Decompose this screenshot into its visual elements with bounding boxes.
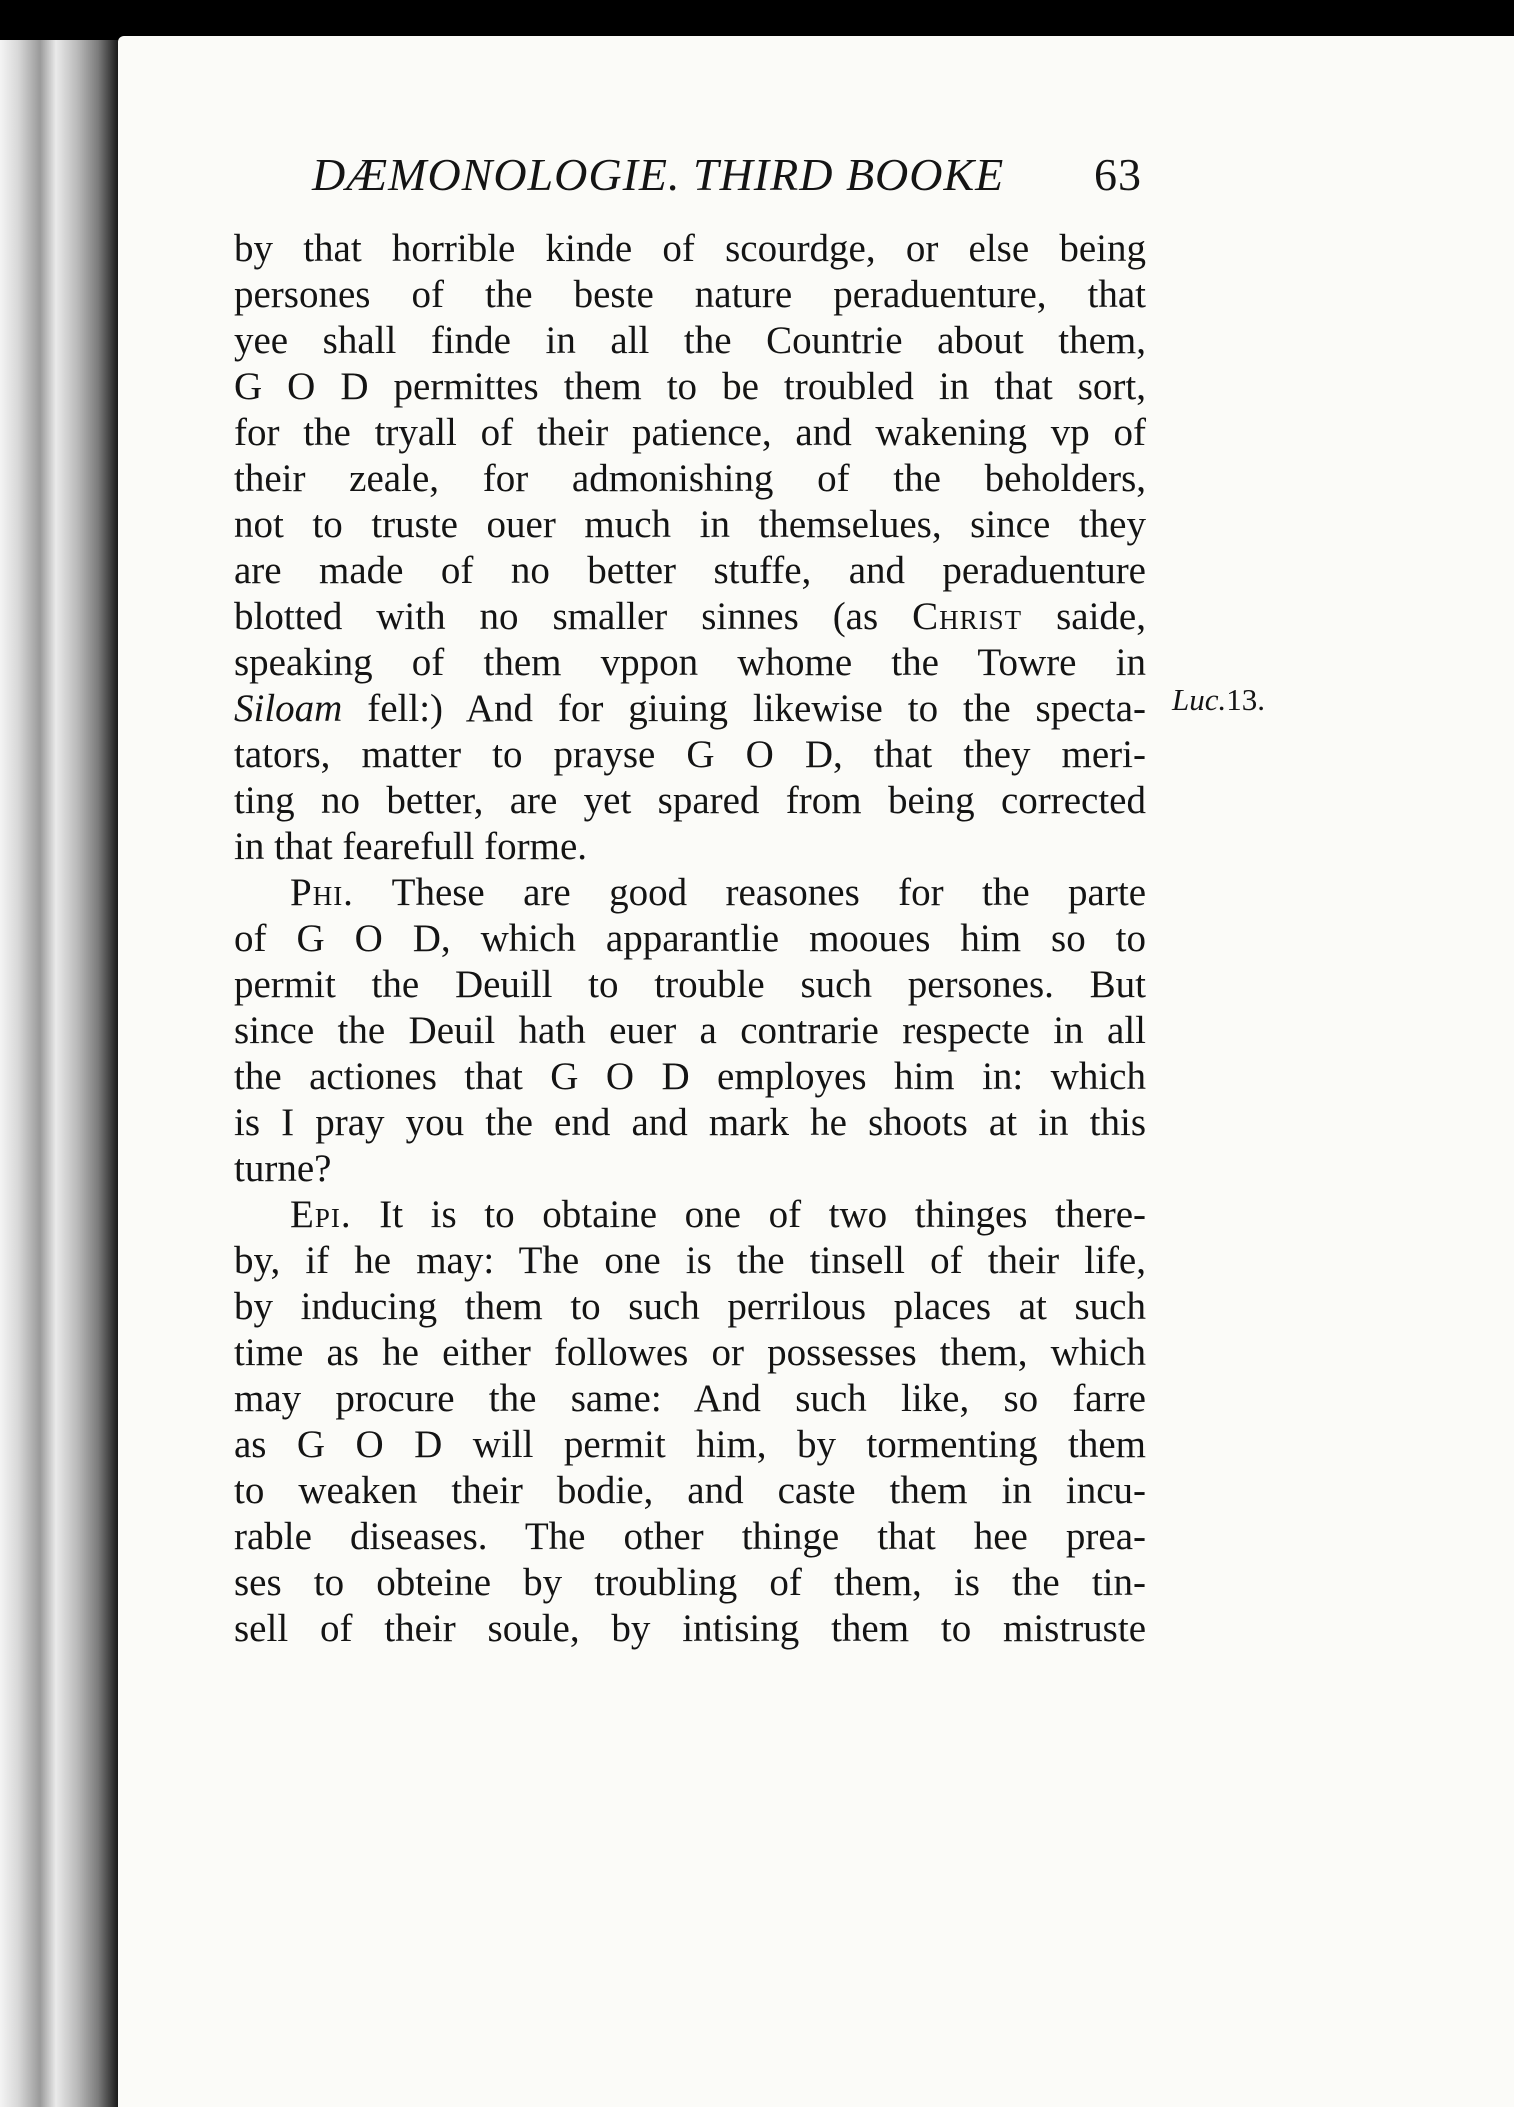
running-head-title: DÆMONOLOGIE. THIRD BOOKE bbox=[312, 149, 1005, 200]
text-line: since the Deuil hath euer a contrarie respecte in all bbox=[234, 1009, 1146, 1052]
text-line: G O D permittes them to be troubled in that sort, bbox=[234, 365, 1146, 408]
text-line: are made of no better stuffe, and peraduenture bbox=[234, 549, 1146, 592]
styled-word: Christ bbox=[912, 595, 1023, 638]
text-line: is I pray you the end and mark he shoots at in this bbox=[234, 1101, 1146, 1144]
text-line: time as he either followes or possesses them, which bbox=[234, 1331, 1146, 1374]
text-line: in that fearefull forme. bbox=[234, 825, 587, 868]
text-line: permit the Deuill to trouble such persones. But bbox=[234, 963, 1146, 1006]
text-line-christ: blotted with no smaller sinnes (as Christ saide, bbox=[234, 595, 1146, 638]
styled-word: Phi. bbox=[290, 871, 354, 914]
text-line: to weaken their bodie, and caste them in incu- bbox=[234, 1469, 1146, 1512]
text-line: may procure the same: And such like, so farre bbox=[234, 1377, 1146, 1420]
running-head bbox=[312, 148, 1142, 208]
text-line: ting no better, are yet spared from being corrected bbox=[234, 779, 1146, 822]
text-line-epi: Epi. It is to obtaine one of two thinges there- bbox=[290, 1193, 1146, 1236]
text-line: for the tryall of their patience, and wakening vp of bbox=[234, 411, 1146, 454]
styled-word: Siloam bbox=[234, 687, 343, 730]
text-line: by, if he may: The one is the tinsell of their life, bbox=[234, 1239, 1146, 1282]
marginal-note bbox=[1172, 682, 1265, 718]
text-line-phi: Phi. These are good reasones for the parte bbox=[290, 871, 1146, 914]
text-line: ses to obteine by troubling of them, is the tin- bbox=[234, 1561, 1146, 1604]
text-line: persones of the beste nature peraduenture, that bbox=[234, 273, 1146, 316]
text-line: not to truste ouer much in themselues, since they bbox=[234, 503, 1146, 546]
page-number: 63 bbox=[1094, 149, 1142, 200]
text-line: by inducing them to such perrilous places at such bbox=[234, 1285, 1146, 1328]
text-line: their zeale, for admonishing of the beholders, bbox=[234, 457, 1146, 500]
styled-word: Epi. bbox=[290, 1193, 352, 1236]
text-line: of G O D, which apparantlie mooues him so to bbox=[234, 917, 1146, 960]
text-line: tators, matter to prayse G O D, that they meri- bbox=[234, 733, 1146, 776]
body-text bbox=[234, 226, 1146, 1652]
text-line: the actiones that G O D employes him in: which bbox=[234, 1055, 1146, 1098]
marginal-note-abbrev: Luc. bbox=[1172, 682, 1227, 717]
text-line: as G O D will permit him, by tormenting them bbox=[234, 1423, 1146, 1466]
marginal-note-number: 13. bbox=[1226, 682, 1265, 717]
text-line: sell of their soule, by intising them to mistruste bbox=[234, 1607, 1146, 1650]
text-line: turne? bbox=[234, 1147, 332, 1190]
text-line: yee shall finde in all the Countrie about them, bbox=[234, 319, 1146, 362]
text-line: rable diseases. The other thinge that hee prea- bbox=[234, 1515, 1146, 1558]
text-line-siloam: Siloam fell:) And for giuing likewise to the specta- bbox=[234, 687, 1146, 730]
text-line: speaking of them vppon whome the Towre in bbox=[234, 641, 1146, 684]
text-line: by that horrible kinde of scourdge, or else being bbox=[234, 227, 1146, 270]
